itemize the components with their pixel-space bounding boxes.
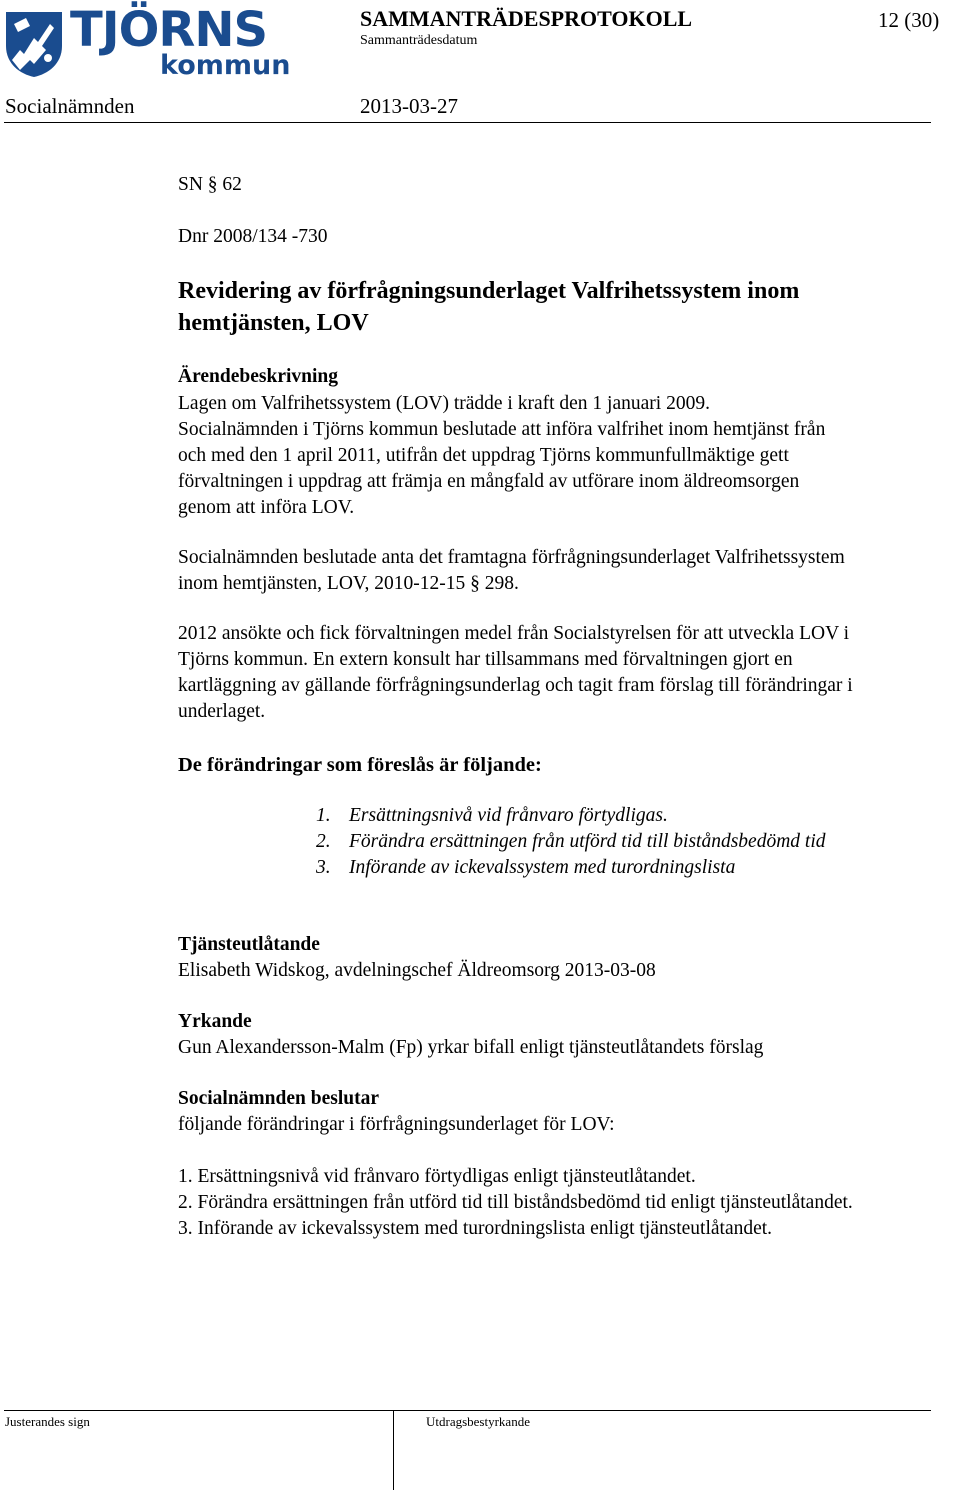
decision-item: 2. Förändra ersättningen från utförd tid till biståndsbedömd tid enligt tjänsteutlåtandet. [178, 1192, 853, 1213]
header-divider [4, 122, 931, 123]
logo-subtext: kommun [160, 50, 291, 81]
motion-text: Gun Alexandersson-Malm (Fp) yrkar bifall enligt tjänsteutlåtandets förslag [178, 1037, 764, 1058]
item-number: 2. [316, 831, 331, 852]
meeting-date: 2013-03-27 [360, 94, 458, 118]
statement-text: Elisabeth Widskog, avdelningschef Äldreomsorg 2013-03-08 [178, 960, 656, 981]
proposed-change-item [316, 831, 826, 853]
committee-name: Socialnämnden [5, 94, 135, 118]
proposed-change-item [316, 805, 668, 827]
decision-item: 1. Ersättningsnivå vid frånvaro förtydligas enligt tjänsteutlåtandet. [178, 1166, 696, 1187]
motion-heading: Yrkande [178, 1011, 252, 1032]
paragraph-reference: SN § 62 [178, 174, 242, 195]
footer-divider [4, 1410, 931, 1411]
description-heading: Ärendebeskrivning [178, 366, 338, 387]
logo-wordmark: TJÖRNS [70, 2, 268, 58]
item-text: Förändra ersättningen från utförd tid till biståndsbedömd tid [349, 831, 826, 852]
decision-intro: följande förändringar i förfrågningsunderlaget för LOV: [178, 1114, 615, 1135]
proposed-changes-heading: De förändringar som föreslås är följande: [178, 754, 542, 776]
description-line: inom hemtjänsten, LOV, 2010-12-15 § 298. [178, 573, 519, 594]
coat-of-arms-icon [4, 10, 64, 78]
municipality-logo [4, 2, 291, 82]
document-type: SAMMANTRÄDESPROTOKOLL [360, 6, 693, 31]
extract-certification-label: Utdragsbestyrkande [426, 1414, 530, 1429]
adjuster-signature-label: Justerandes sign [5, 1414, 90, 1429]
decision-item: 3. Införande av ickevalssystem med turordningslista enligt tjänsteutlåtandet. [178, 1218, 773, 1239]
description-line: förvaltningen i uppdrag att främja en mångfald av utförare inom äldreomsorgen [178, 471, 800, 492]
item-text: Införande av ickevalssystem med turordningslista [349, 857, 736, 878]
description-line: kartläggning av gällande förfrågningsunderlag och tagit fram förslag till förändringar i [178, 675, 853, 696]
item-number: 1. [316, 805, 331, 826]
description-line: underlaget. [178, 701, 266, 722]
page-number: 12 (30) [878, 8, 940, 32]
case-title-line-1: Revidering av förfrågningsunderlaget Valfrihetssystem inom [178, 278, 800, 304]
item-number: 3. [316, 857, 331, 878]
case-title-line-2: hemtjänsten, LOV [178, 310, 369, 336]
description-line: Lagen om Valfrihetssystem (LOV) trädde i kraft den 1 januari 2009. [178, 393, 710, 414]
decision-heading: Socialnämnden beslutar [178, 1088, 379, 1109]
proposed-change-item [316, 857, 735, 879]
description-line: Socialnämnden beslutade anta det framtagna förfrågningsunderlaget Valfrihetssystem [178, 547, 845, 568]
item-text: Ersättningsnivå vid frånvaro förtydligas. [349, 805, 668, 826]
case-number: Dnr 2008/134 -730 [178, 226, 328, 247]
statement-heading: Tjänsteutlåtande [178, 934, 320, 955]
description-line: genom att införa LOV. [178, 497, 355, 518]
description-line: och med den 1 april 2011, utifrån det uppdrag Tjörns kommunfullmäktige gett [178, 445, 789, 466]
document-date-label: Sammanträdesdatum [360, 33, 478, 48]
description-line: 2012 ansökte och fick förvaltningen medel från Socialstyrelsen för att utveckla LOV i [178, 623, 850, 644]
footer-column-divider [393, 1410, 394, 1490]
description-line: Tjörns kommun. En extern konsult har tillsammans med förvaltningen gjort en [178, 649, 793, 670]
description-line: Socialnämnden i Tjörns kommun beslutade att införa valfrihet inom hemtjänst från [178, 419, 826, 440]
